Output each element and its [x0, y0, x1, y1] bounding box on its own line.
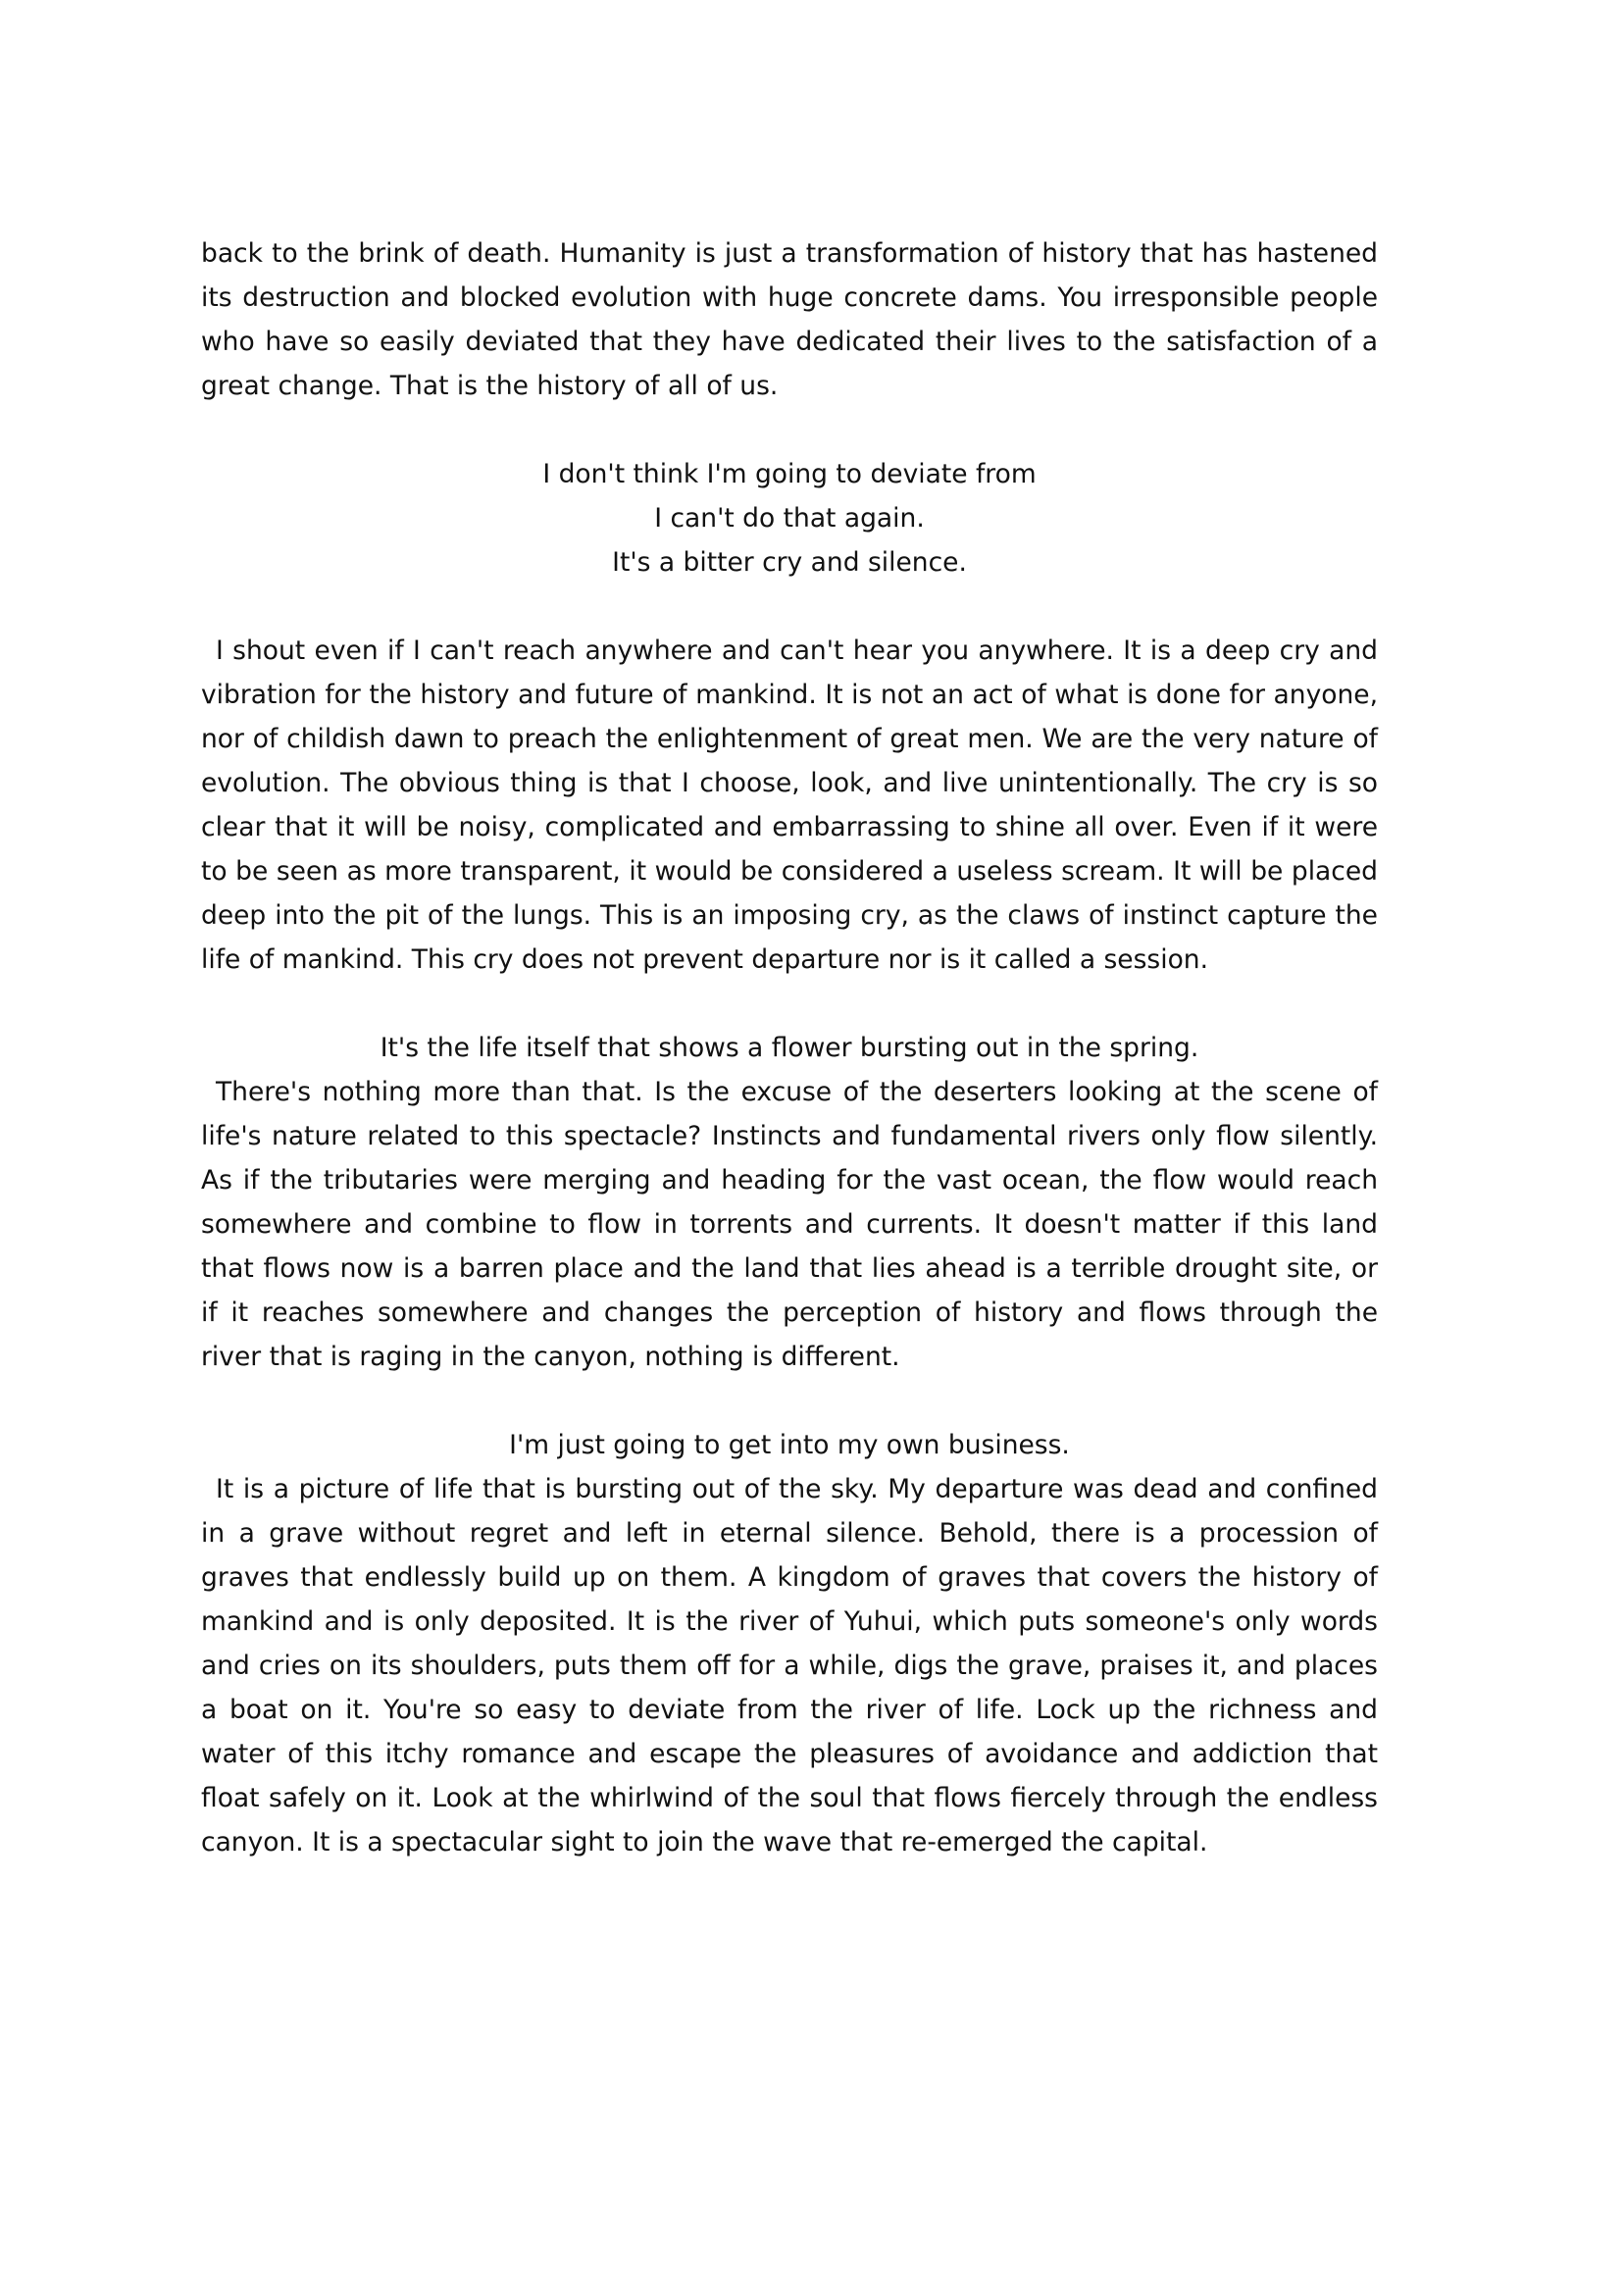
paragraph-1: back to the brink of death. Humanity is just a transformation of history that has hastened its destruction and blocked evolution with huge concrete dams. You irresponsible people who have so easily deviated that they have dedicated their lives to the satisfaction of a great change. That is the history of all of us.	[201, 238, 1378, 401]
paragraph-4: It is a picture of life that is bursting out of the sky. My departure was dead and confined in a grave without regret and left in eternal silence. Behold, there is a procession of graves that endlessly build up on them. A kingdom of graves that covers the history of mankind and is only deposited. It is the river of Yuhui, which puts someone's only words and cries on its shoulders, puts them off for a while, digs the grave, praises it, and places a boat on it. You're so easy to deviate from the river of life. Lock up the richness and water of this itchy romance and escape the pleasures of avoidance and addiction that float safely on it. Look at the whirlwind of the soul that flows fiercely through the endless canyon. It is a spectacular sight to join the wave that re-emerged the capital.	[201, 1474, 1378, 1857]
verse-block-1	[201, 452, 1378, 585]
verse-line-business: I'm just going to get into my own business.	[509, 1430, 1070, 1460]
verse-line-spring: It's the life itself that shows a flower bursting out in the spring.	[380, 1033, 1199, 1063]
document-body	[201, 231, 1378, 1864]
verse-line-1: I don't think I'm going to deviate from	[542, 459, 1037, 489]
verse-line-2: I can't do that again.	[654, 503, 925, 534]
paragraph-3: There's nothing more than that. Is the excuse of the deserters looking at the scene of life's nature related to this spectacle? Instincts and fundamental rivers only flow silently. As if the tributaries were merging and heading for the vast ocean, the flow would reach somewhere and combine to flow in torrents and currents. It doesn't matter if this land that flows now is a barren place and the land that lies ahead is a terrible drought site, or if it reaches somewhere and changes the perception of history and flows through the river that is raging in the canyon, nothing is different.	[201, 1077, 1378, 1372]
paragraph-2: I shout even if I can't reach anywhere and can't hear you anywhere. It is a deep cry and vibration for the history and future of mankind. It is not an act of what is done for anyone, nor of childish dawn to preach the enlightenment of great men. We are the very nature of evolution. The obvious thing is that I choose, look, and live unintentionally. The cry is so clear that it will be noisy, complicated and embarrassing to shine all over. Even if it were to be seen as more transparent, it would be considered a useless scream. It will be placed deep into the pit of the lungs. This is an imposing cry, as the claws of instinct capture the life of mankind. This cry does not prevent departure nor is it called a session.	[201, 636, 1378, 975]
verse-line-3: It's a bitter cry and silence.	[612, 547, 967, 578]
